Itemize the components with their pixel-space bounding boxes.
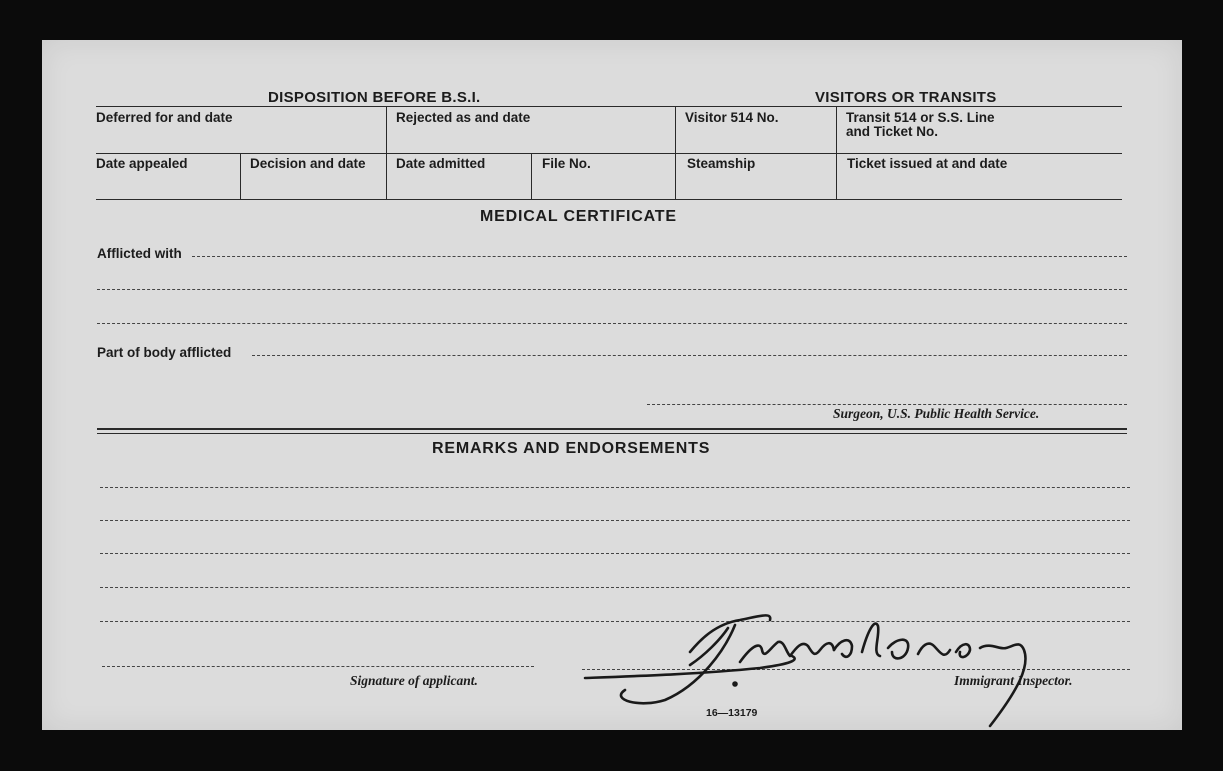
header-rule [96,106,1122,107]
disposition-title: DISPOSITION BEFORE B.S.I. [268,89,481,106]
transit-label-line2: and Ticket No. [846,124,939,139]
surgeon-signature-line [647,404,1127,405]
grid-divider [240,153,241,199]
remarks-line [100,553,1130,554]
visitors-title: VISITORS OR TRANSITS [815,89,997,106]
afflicted-line [97,323,1127,324]
visitor-514-label: Visitor 514 No. [685,110,779,125]
form-number: 16—13179 [706,707,758,719]
applicant-caption: Signature of applicant. [350,673,478,688]
afflicted-line [97,289,1127,290]
remarks-line [100,621,1130,622]
part-of-body-line [252,355,1127,356]
grid-divider [531,153,532,199]
rejected-label: Rejected as and date [396,110,531,125]
ticket-issued-label: Ticket issued at and date [847,156,1008,171]
remarks-line [100,587,1130,588]
inspector-caption: Immigrant Inspector. [954,673,1073,688]
date-admitted-label: Date admitted [396,156,486,171]
middle-rule [96,153,1122,154]
file-no-label: File No. [542,156,591,171]
remarks-line [100,487,1130,488]
transit-label-line1: Transit 514 or S.S. Line [846,110,995,125]
section-double-rule [97,433,1127,434]
grid-divider [675,106,676,199]
remarks-line [100,520,1130,521]
surgeon-caption: Surgeon, U.S. Public Health Service. [833,406,1040,421]
inspector-signature-line [582,669,1130,670]
part-of-body-label: Part of body afflicted [97,345,232,360]
steamship-label: Steamship [687,156,756,171]
applicant-signature-line [102,666,534,667]
decision-label: Decision and date [250,156,366,171]
record-card [42,40,1182,730]
grid-divider [386,106,387,199]
deferred-label: Deferred for and date [96,110,233,125]
section-double-rule [97,428,1127,430]
afflicted-line [192,256,1127,257]
grid-divider [836,106,837,199]
bottom-rule [96,199,1122,200]
transit-label [846,111,995,139]
medical-certificate-title: MEDICAL CERTIFICATE [480,208,677,225]
afflicted-label: Afflicted with [97,246,182,261]
remarks-title: REMARKS AND ENDORSEMENTS [432,440,711,457]
date-appealed-label: Date appealed [96,156,188,171]
